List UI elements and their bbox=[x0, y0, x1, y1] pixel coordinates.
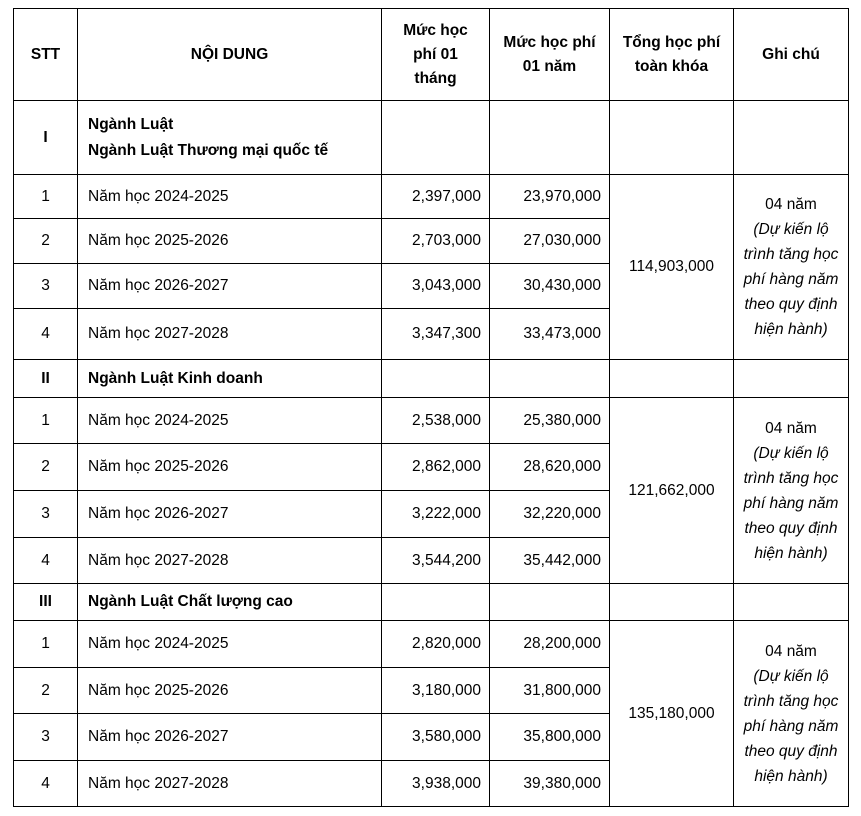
section-stt: II bbox=[14, 360, 78, 398]
section-title-cell bbox=[78, 584, 382, 621]
empty-cell bbox=[734, 360, 849, 398]
empty-cell bbox=[490, 584, 610, 621]
note-cell bbox=[734, 621, 849, 807]
row-yearly-fee: 35,800,000 bbox=[490, 714, 610, 761]
note-years: 04 năm bbox=[765, 196, 817, 213]
row-monthly-fee: 2,820,000 bbox=[382, 621, 490, 668]
section-title-cell bbox=[78, 101, 382, 175]
header-row bbox=[14, 9, 849, 101]
row-stt: 1 bbox=[14, 175, 78, 219]
header-note: Ghi chú bbox=[734, 9, 849, 101]
note-years: 04 năm bbox=[765, 642, 817, 660]
table-row bbox=[14, 621, 849, 668]
row-label: Năm học 2024-2025 bbox=[78, 398, 382, 444]
row-yearly-fee: 35,442,000 bbox=[490, 538, 610, 584]
note-years: 04 năm bbox=[765, 419, 817, 437]
note-cell bbox=[734, 175, 849, 360]
row-label: Năm học 2026-2027 bbox=[78, 264, 382, 309]
section-row bbox=[14, 360, 849, 398]
cropped-text-strip bbox=[0, 0, 861, 6]
row-monthly-fee: 2,703,000 bbox=[382, 219, 490, 264]
row-monthly-fee: 3,222,000 bbox=[382, 491, 490, 538]
section-title: Ngành Luật Kinh doanh bbox=[88, 369, 263, 387]
row-stt: 4 bbox=[14, 309, 78, 360]
empty-cell bbox=[490, 101, 610, 175]
header-total-fee-text: Tổng học phí toàn khóa bbox=[622, 33, 721, 75]
row-label: Năm học 2027-2028 bbox=[78, 761, 382, 807]
header-stt: STT bbox=[14, 9, 78, 101]
row-label: Năm học 2024-2025 bbox=[78, 621, 382, 668]
section-title: Ngành Luật bbox=[88, 115, 174, 133]
total-fee: 135,180,000 bbox=[610, 621, 734, 807]
section-stt: III bbox=[14, 584, 78, 621]
row-yearly-fee: 28,620,000 bbox=[490, 444, 610, 491]
row-monthly-fee: 2,862,000 bbox=[382, 444, 490, 491]
row-monthly-fee: 2,538,000 bbox=[382, 398, 490, 444]
row-label: Năm học 2025-2026 bbox=[78, 444, 382, 491]
section-title: Ngành Luật Chất lượng cao bbox=[88, 593, 293, 610]
row-monthly-fee: 3,180,000 bbox=[382, 668, 490, 714]
row-label: Năm học 2027-2028 bbox=[78, 309, 382, 360]
row-yearly-fee: 31,800,000 bbox=[490, 668, 610, 714]
empty-cell bbox=[610, 101, 734, 175]
row-stt: 1 bbox=[14, 398, 78, 444]
tuition-fee-table bbox=[13, 8, 849, 807]
row-monthly-fee: 3,043,000 bbox=[382, 264, 490, 309]
table-body bbox=[14, 101, 849, 807]
total-fee: 114,903,000 bbox=[610, 175, 734, 360]
row-yearly-fee: 39,380,000 bbox=[490, 761, 610, 807]
header-yearly-fee-text: Mức học phí 01 năm bbox=[503, 33, 596, 75]
section-row bbox=[14, 584, 849, 621]
row-yearly-fee: 30,430,000 bbox=[490, 264, 610, 309]
table-row bbox=[14, 175, 849, 219]
header-content: NỘI DUNG bbox=[78, 9, 382, 101]
header-total-fee bbox=[610, 9, 734, 101]
row-stt: 2 bbox=[14, 444, 78, 491]
row-stt: 3 bbox=[14, 491, 78, 538]
row-monthly-fee: 3,580,000 bbox=[382, 714, 490, 761]
empty-cell bbox=[610, 584, 734, 621]
section-stt: I bbox=[14, 101, 78, 175]
row-stt: 2 bbox=[14, 219, 78, 264]
header-monthly-fee bbox=[382, 9, 490, 101]
row-yearly-fee: 23,970,000 bbox=[490, 175, 610, 219]
note-detail: (Dự kiến lộ trình tăng học phí hàng năm theo quy định hiện hành) bbox=[743, 444, 839, 562]
row-stt: 2 bbox=[14, 668, 78, 714]
row-label: Năm học 2026-2027 bbox=[78, 491, 382, 538]
row-label: Năm học 2026-2027 bbox=[78, 714, 382, 761]
note-cell bbox=[734, 398, 849, 584]
row-monthly-fee: 3,938,000 bbox=[382, 761, 490, 807]
empty-cell bbox=[734, 584, 849, 621]
empty-cell bbox=[490, 360, 610, 398]
row-yearly-fee: 33,473,000 bbox=[490, 309, 610, 360]
row-monthly-fee: 3,347,300 bbox=[382, 309, 490, 360]
row-label: Năm học 2025-2026 bbox=[78, 668, 382, 714]
note-detail: (Dự kiến lộ trình tăng học phí hàng năm theo quy định hiện hành) bbox=[743, 221, 839, 338]
row-stt: 4 bbox=[14, 538, 78, 584]
row-stt: 4 bbox=[14, 761, 78, 807]
empty-cell bbox=[382, 584, 490, 621]
table-row bbox=[14, 398, 849, 444]
row-stt: 3 bbox=[14, 714, 78, 761]
row-label: Năm học 2025-2026 bbox=[78, 219, 382, 264]
empty-cell bbox=[610, 360, 734, 398]
row-yearly-fee: 28,200,000 bbox=[490, 621, 610, 668]
row-stt: 3 bbox=[14, 264, 78, 309]
header-yearly-fee bbox=[490, 9, 610, 101]
note-detail: (Dự kiến lộ trình tăng học phí hàng năm theo quy định hiện hành) bbox=[743, 667, 839, 785]
row-yearly-fee: 25,380,000 bbox=[490, 398, 610, 444]
empty-cell bbox=[382, 360, 490, 398]
row-monthly-fee: 3,544,200 bbox=[382, 538, 490, 584]
row-yearly-fee: 27,030,000 bbox=[490, 219, 610, 264]
section-row bbox=[14, 101, 849, 175]
row-stt: 1 bbox=[14, 621, 78, 668]
total-fee: 121,662,000 bbox=[610, 398, 734, 584]
header-monthly-fee-text: Mức học phí 01 tháng bbox=[403, 21, 468, 87]
empty-cell bbox=[734, 101, 849, 175]
row-monthly-fee: 2,397,000 bbox=[382, 175, 490, 219]
empty-cell bbox=[382, 101, 490, 175]
row-yearly-fee: 32,220,000 bbox=[490, 491, 610, 538]
section-title-cell bbox=[78, 360, 382, 398]
section-title: Ngành Luật Thương mại quốc tế bbox=[88, 141, 329, 159]
row-label: Năm học 2024-2025 bbox=[78, 175, 382, 219]
row-label: Năm học 2027-2028 bbox=[78, 538, 382, 584]
